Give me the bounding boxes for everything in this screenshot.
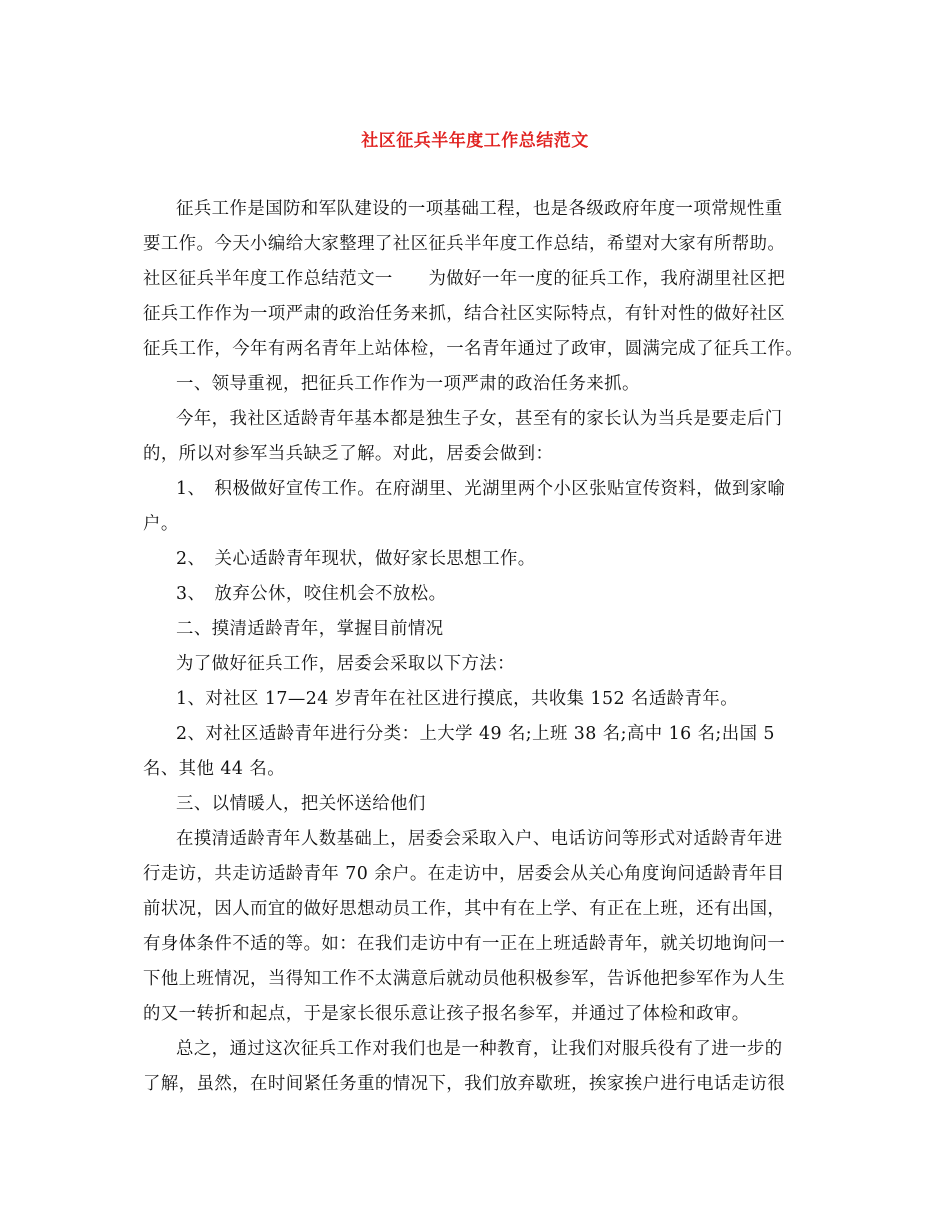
document-title: 社区征兵半年度工作总结范文 — [361, 131, 589, 151]
text-line: 了解，虽然，在时间紧任务重的情况下，我们放弃歇班，挨家挨户进行电话走访很 — [143, 1074, 786, 1094]
text-line: 征兵工作，今年有两名青年上站体检，一名青年通过了政审，圆满完成了征兵工作。 — [143, 339, 804, 359]
text-line: 征兵工作是国防和军队建设的一项基础工程，也是各级政府年度一项常规性重 — [176, 199, 783, 219]
text-line: 今年，我社区适龄青年基本都是独生子女，甚至有的家长认为当兵是要走后门 — [176, 409, 783, 429]
text-line: 一、领导重视，把征兵工作作为一项严肃的政治任务来抓。 — [176, 374, 640, 394]
text-line: 二、摸清适龄青年，掌握目前情况 — [176, 619, 444, 639]
text-line: 名、其他 44 名。 — [143, 759, 286, 779]
text-line: 1、对社区 17—24 岁青年在社区进行摸底，共收集 152 名适龄青年。 — [176, 689, 739, 709]
text-line: 征兵工作作为一项严肃的政治任务来抓，结合社区实际特点，有针对性的做好社区 — [143, 304, 786, 324]
text-line: 三、以情暖人，把关怀送给他们 — [176, 794, 426, 814]
text-line: 要工作。今天小编给大家整理了社区征兵半年度工作总结，希望对大家有所帮助。 — [143, 234, 786, 254]
text-line: 总之，通过这次征兵工作对我们也是一种教育，让我们对服兵役有了进一步的 — [176, 1039, 783, 1059]
document-body — [143, 192, 815, 1102]
text-line: 为了做好征兵工作，居委会采取以下方法： — [176, 654, 515, 674]
text-line: 下他上班情况，当得知工作不太满意后就动员他积极参军，告诉他把参军作为人生 — [143, 969, 786, 989]
text-line: 在摸清适龄青年人数基础上，居委会采取入户、电话访问等形式对适龄青年进 — [176, 829, 783, 849]
text-line: 户。 — [143, 514, 179, 534]
text-line: 的又一转折和起点，于是家长很乐意让孩子报名参军，并通过了体检和政审。 — [143, 1004, 750, 1024]
text-line: 前状况，因人而宜的做好思想动员工作，其中有在上学、有正在上班，还有出国， — [143, 899, 786, 919]
text-line: 的，所以对参军当兵缺乏了解。对此，居委会做到： — [143, 444, 554, 464]
text-line: 2、 关心适龄青年现状，做好家长思想工作。 — [176, 549, 536, 569]
text-line: 有身体条件不适的等。如：在我们走访中有一正在上班适龄青年，就关切地询问一 — [143, 934, 786, 954]
text-line: 2、对社区适龄青年进行分类：上大学 49 名;上班 38 名;高中 16 名;出国 5 — [176, 724, 775, 744]
text-line: 行走访，共走访适龄青年 70 余户。在走访中，居委会从关心角度询问适龄青年目 — [143, 864, 785, 884]
text-line: 社区征兵半年度工作总结范文一 为做好一年一度的征兵工作，我府湖里社区把 — [143, 269, 786, 289]
text-line: 3、 放弃公休，咬住机会不放松。 — [176, 584, 447, 604]
text-line: 1、 积极做好宣传工作。在府湖里、光湖里两个小区张贴宣传资料，做到家喻 — [176, 479, 786, 499]
